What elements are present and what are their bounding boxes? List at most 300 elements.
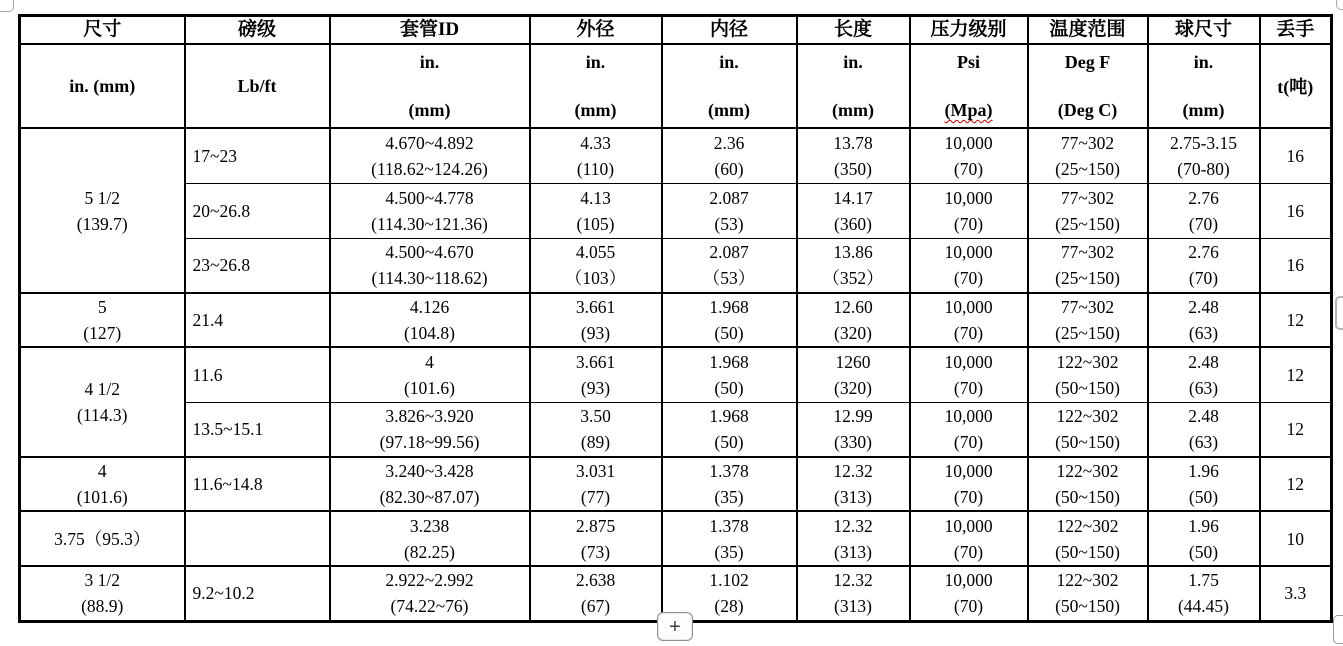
cell-line: 2.75-3.15: [1169, 132, 1238, 153]
cell-line: 10,000: [944, 187, 993, 208]
cell-line: (70): [953, 432, 984, 453]
cell-line: (82.30~87.07): [379, 487, 480, 507]
cell-ball-size[interactable]: [1148, 128, 1260, 183]
cell-line: (35): [714, 541, 744, 562]
cell-line: 11.6~14.8: [192, 474, 263, 494]
cell-inner-diameter[interactable]: [662, 402, 797, 457]
cell-line: 4: [425, 351, 434, 372]
cell-pressure-rating[interactable]: [910, 128, 1028, 183]
cell-line: 77~302: [1060, 132, 1115, 153]
cell-line: 1.102: [709, 570, 749, 591]
cell-pressure-rating[interactable]: [910, 238, 1028, 293]
cell-line: 10,000: [944, 570, 993, 591]
unit-pound-rating[interactable]: [185, 44, 330, 128]
cell-drop-weight[interactable]: [1260, 347, 1332, 402]
cell-temperature-range[interactable]: [1028, 238, 1148, 293]
unit-top: in.: [585, 52, 606, 72]
cell-line: (320): [834, 323, 872, 343]
cell-line: 5: [97, 297, 107, 317]
cell-line: (25~150): [1055, 323, 1120, 343]
cell-line: 2.48: [1188, 351, 1219, 372]
table-row: [20, 128, 1332, 183]
unit-split: [1029, 45, 1147, 127]
header-row-units: [20, 44, 1332, 128]
cell-line: 3.3: [1284, 583, 1307, 604]
cell-outer-diameter[interactable]: [530, 293, 662, 347]
cell-line: (139.7): [76, 213, 128, 234]
unit-size[interactable]: [20, 44, 185, 128]
cell-size[interactable]: [20, 566, 185, 621]
cell-temperature-range[interactable]: [1028, 183, 1148, 238]
cell-pound-rating[interactable]: [185, 457, 330, 511]
cell-line: 1.968: [709, 297, 749, 317]
cell-line: 12.99: [833, 406, 873, 427]
unit-drop-weight[interactable]: [1260, 44, 1332, 128]
cell-outer-diameter[interactable]: [530, 238, 662, 293]
header-pound-rating[interactable]: 磅级: [185, 16, 330, 45]
cell-line: (114.30~118.62): [371, 268, 488, 289]
unit-outer-diameter[interactable]: [530, 44, 662, 128]
header-ball-size[interactable]: 球尺寸: [1148, 16, 1260, 45]
cell-pressure-rating[interactable]: [910, 183, 1028, 238]
cell-line: 122~302: [1056, 461, 1119, 481]
cell-line: (50): [714, 432, 744, 453]
cell-line: (104.8): [403, 323, 456, 343]
cell-outer-diameter[interactable]: [530, 566, 662, 621]
cell-line: 122~302: [1056, 515, 1119, 536]
cell-size[interactable]: [20, 511, 185, 566]
cell-line: (53): [714, 213, 744, 234]
table-row: [20, 457, 1332, 511]
cell-line: (25~150): [1055, 268, 1120, 289]
cell-inner-diameter[interactable]: [662, 183, 797, 238]
cell-line: (70): [953, 268, 984, 289]
cell-line: 1.968: [709, 406, 749, 427]
cell-line: 2.76: [1188, 187, 1219, 208]
cell-line: 3.240~3.428: [385, 461, 474, 481]
cell-line: (70): [953, 487, 984, 507]
cell-line: 10,000: [944, 242, 993, 263]
cell-drop-weight[interactable]: [1260, 402, 1332, 457]
cell-outer-diameter[interactable]: [530, 347, 662, 402]
cell-line: (70): [953, 596, 984, 617]
cell-line: 3.238: [409, 515, 450, 536]
cell-line: 17~23: [192, 145, 237, 166]
cell-line: 3.661: [575, 297, 616, 317]
cell-line: 12: [1286, 364, 1304, 385]
cell-line: (60): [714, 158, 744, 179]
cell-line: (77): [580, 487, 611, 507]
cell-line: (50): [1188, 487, 1219, 507]
unit-top: Deg F: [1064, 52, 1111, 72]
cell-line: (89): [580, 432, 611, 453]
unit-casing-id[interactable]: [330, 44, 530, 128]
cell-line: 12: [1286, 474, 1304, 494]
cell-outer-diameter[interactable]: [530, 511, 662, 566]
table-row: [20, 511, 1332, 566]
cell-line: 3.826~3.920: [385, 406, 474, 427]
cell-pressure-rating[interactable]: [910, 293, 1028, 347]
cell-line: (70-80): [1177, 158, 1230, 179]
cell-line: (25~150): [1055, 158, 1120, 179]
cell-length[interactable]: [797, 457, 910, 511]
cell-line: 9.2~10.2: [192, 583, 255, 604]
cell-drop-weight[interactable]: [1260, 183, 1332, 238]
header-row-labels: [20, 16, 1332, 45]
unit-length[interactable]: [797, 44, 910, 128]
cell-line: （352）: [822, 268, 884, 289]
unit-text: t(吨): [1277, 77, 1314, 97]
cell-line: 77~302: [1060, 297, 1115, 317]
cell-casing-id[interactable]: [330, 347, 530, 402]
cell-line: (110): [576, 158, 615, 179]
cell-line: (101.6): [403, 377, 456, 398]
cell-outer-diameter[interactable]: [530, 402, 662, 457]
cell-line: 11.6: [192, 364, 223, 385]
cell-line: 2.638: [575, 570, 616, 591]
table-handle-top-left[interactable]: [0, 0, 14, 12]
cell-line: 1.75: [1188, 570, 1219, 591]
cell-line: 2.76: [1188, 242, 1219, 263]
cell-outer-diameter[interactable]: [530, 457, 662, 511]
cell-line: 10,000: [944, 406, 993, 427]
cell-line: 1.96: [1188, 461, 1219, 481]
cell-size[interactable]: [20, 128, 185, 293]
cell-pound-rating[interactable]: [185, 183, 330, 238]
unit-top: Psi: [956, 52, 980, 72]
cell-line: (28): [714, 596, 744, 617]
cell-line: 1.378: [709, 461, 749, 481]
cell-casing-id[interactable]: [330, 183, 530, 238]
cell-drop-weight[interactable]: [1260, 238, 1332, 293]
cell-line: 4.33: [580, 132, 611, 153]
cell-pressure-rating[interactable]: [910, 566, 1028, 621]
cell-line: 23~26.8: [192, 255, 251, 276]
cell-line: 3 1/2: [84, 570, 120, 591]
cell-size[interactable]: [20, 293, 185, 347]
scroll-widget-bottom-right[interactable]: [1333, 615, 1343, 644]
cell-pound-rating[interactable]: [185, 511, 330, 566]
unit-split: [531, 45, 661, 127]
cell-line: (50): [1188, 541, 1219, 562]
cell-line: 10,000: [944, 351, 993, 372]
header-drop-weight[interactable]: 丢手: [1260, 16, 1332, 45]
cell-inner-diameter[interactable]: [662, 511, 797, 566]
cell-line: 1.968: [709, 351, 749, 372]
cell-line: (114.30~121.36): [371, 213, 488, 234]
cell-line: 4.13: [580, 187, 611, 208]
cell-line: (63): [1188, 377, 1219, 398]
cell-line: 3.661: [575, 351, 616, 372]
cell-line: 2.087: [709, 187, 749, 208]
cell-ball-size[interactable]: [1148, 293, 1260, 347]
cell-line: （53）: [702, 268, 756, 289]
cell-ball-size[interactable]: [1148, 566, 1260, 621]
cell-line: (63): [1188, 323, 1219, 343]
cell-line: (88.9): [81, 596, 124, 617]
cell-line: (70): [953, 377, 984, 398]
cell-line: 4: [97, 461, 107, 481]
cell-size[interactable]: [20, 457, 185, 511]
unit-text: Lb/ft: [237, 75, 277, 96]
cell-ball-size[interactable]: [1148, 511, 1260, 566]
cell-line: (320): [834, 377, 872, 398]
cell-length[interactable]: [797, 128, 910, 183]
unit-top: in.: [1193, 52, 1214, 72]
unit-inner-diameter[interactable]: [662, 44, 797, 128]
cell-casing-id[interactable]: [330, 238, 530, 293]
table-row: [20, 238, 1332, 293]
unit-bottom: (mm): [708, 100, 750, 120]
cell-line: 10,000: [944, 132, 993, 153]
cell-line: 3.75（95.3）: [54, 528, 151, 549]
cell-pound-rating[interactable]: [185, 293, 330, 347]
cell-drop-weight[interactable]: [1260, 293, 1332, 347]
cell-temperature-range[interactable]: [1028, 293, 1148, 347]
cell-inner-diameter[interactable]: [662, 293, 797, 347]
table-row: [20, 347, 1332, 402]
cell-line: 12.32: [833, 461, 873, 481]
cell-line: 16: [1286, 145, 1304, 166]
header-outer-diameter[interactable]: 外径: [530, 16, 662, 45]
header-inner-diameter[interactable]: 内径: [662, 16, 797, 45]
header-casing-id[interactable]: 套管ID: [330, 16, 530, 45]
cell-drop-weight[interactable]: [1260, 511, 1332, 566]
cell-line: 122~302: [1056, 351, 1119, 372]
cell-length[interactable]: [797, 402, 910, 457]
spec-table: [18, 14, 1333, 623]
cell-line: (118.62~124.26): [371, 158, 488, 179]
cell-length[interactable]: [797, 511, 910, 566]
cell-line: 12.32: [833, 570, 873, 591]
cell-line: (50): [714, 377, 744, 398]
cell-line: 10,000: [944, 461, 993, 481]
scroll-widget-top-right[interactable]: [1336, 0, 1343, 10]
cell-line: 14.17: [833, 187, 873, 208]
cell-pound-rating[interactable]: [185, 238, 330, 293]
cell-line: (70): [953, 158, 984, 179]
cell-line: 1.378: [709, 515, 749, 536]
table-row: [20, 183, 1332, 238]
cell-line: (50~150): [1055, 377, 1120, 398]
unit-split: [911, 45, 1027, 127]
cell-drop-weight[interactable]: [1260, 457, 1332, 511]
unit-top: in.: [843, 52, 863, 72]
cell-line: 13.5~15.1: [192, 419, 264, 440]
cell-line: 2.875: [575, 515, 616, 536]
cell-line: 122~302: [1056, 406, 1119, 427]
cell-line: (313): [834, 596, 872, 617]
header-length[interactable]: 长度: [797, 16, 910, 45]
cell-line: (114.3): [77, 405, 128, 425]
table-row: [20, 293, 1332, 347]
cell-ball-size[interactable]: [1148, 183, 1260, 238]
cell-line: (82.25): [403, 541, 456, 562]
cell-temperature-range[interactable]: [1028, 566, 1148, 621]
unit-split: [663, 45, 796, 127]
cell-line: 77~302: [1060, 187, 1115, 208]
cell-line: 2.48: [1188, 297, 1219, 317]
header-temperature-range[interactable]: 温度范围: [1028, 16, 1148, 45]
cell-temperature-range[interactable]: [1028, 402, 1148, 457]
cell-length[interactable]: [797, 566, 910, 621]
cell-ball-size[interactable]: [1148, 402, 1260, 457]
cell-casing-id[interactable]: [330, 402, 530, 457]
unit-bottom: (mm): [1182, 100, 1225, 120]
add-row-button[interactable]: +: [657, 612, 693, 641]
cell-length[interactable]: [797, 293, 910, 347]
cell-line: (313): [834, 541, 872, 562]
cell-line: (350): [834, 158, 872, 179]
unit-bottom: (Deg C): [1057, 100, 1118, 120]
cell-outer-diameter[interactable]: [530, 183, 662, 238]
cell-line: 4 1/2: [84, 379, 120, 399]
cell-line: (105): [576, 213, 615, 234]
unit-top: in.: [419, 52, 440, 72]
cell-inner-diameter[interactable]: [662, 238, 797, 293]
cell-line: 4.500~4.778: [385, 187, 474, 208]
unit-split: [798, 45, 909, 127]
cell-pressure-rating[interactable]: [910, 402, 1028, 457]
table-row: [20, 402, 1332, 457]
cell-line: (50~150): [1055, 541, 1120, 562]
cell-inner-diameter[interactable]: [662, 457, 797, 511]
cell-casing-id[interactable]: [330, 128, 530, 183]
unit-temperature-range[interactable]: [1028, 44, 1148, 128]
cell-pound-rating[interactable]: [185, 566, 330, 621]
unit-ball-size[interactable]: [1148, 44, 1260, 128]
cell-line: 16: [1286, 200, 1304, 221]
cell-line: 4.055: [575, 242, 616, 263]
cell-temperature-range[interactable]: [1028, 347, 1148, 402]
cell-line: 21.4: [192, 310, 224, 330]
cell-temperature-range[interactable]: [1028, 511, 1148, 566]
cell-line: 4.126: [409, 297, 450, 317]
cell-outer-diameter[interactable]: [530, 128, 662, 183]
cell-line: (70): [1188, 268, 1219, 289]
cell-inner-diameter[interactable]: [662, 128, 797, 183]
cell-line: (93): [580, 323, 611, 343]
cell-line: (101.6): [76, 487, 128, 507]
cell-line: 1260: [835, 351, 871, 372]
unit-split: [331, 45, 529, 127]
cell-line: 2.922~2.992: [385, 570, 474, 591]
header-size[interactable]: 尺寸: [20, 16, 185, 45]
cell-drop-weight[interactable]: [1260, 566, 1332, 621]
unit-bottom: (mm): [832, 100, 874, 120]
cell-line: （103）: [564, 268, 627, 289]
cell-drop-weight[interactable]: [1260, 128, 1332, 183]
cell-line: (70): [953, 323, 984, 343]
cell-line: (73): [580, 541, 611, 562]
cell-length[interactable]: [797, 183, 910, 238]
cell-casing-id[interactable]: [330, 511, 530, 566]
cell-temperature-range[interactable]: [1028, 457, 1148, 511]
cell-line: 3.50: [580, 406, 611, 427]
cell-temperature-range[interactable]: [1028, 128, 1148, 183]
cell-line: (360): [834, 213, 872, 234]
cell-line: 13.86: [833, 242, 873, 263]
unit-bottom: (mm): [408, 100, 451, 120]
cell-pressure-rating[interactable]: [910, 457, 1028, 511]
cell-line: (44.45): [1177, 596, 1230, 617]
cell-line: (74.22~76): [390, 596, 469, 617]
unit-text: in. (mm): [69, 75, 136, 96]
cell-ball-size[interactable]: [1148, 347, 1260, 402]
cell-line: 77~302: [1060, 242, 1115, 263]
cell-pound-rating[interactable]: [185, 128, 330, 183]
cell-line: 1.96: [1188, 515, 1219, 536]
cell-line: 4.670~4.892: [385, 132, 474, 153]
cell-line: (70): [1188, 213, 1219, 234]
cell-line: 12: [1286, 419, 1304, 440]
cell-length[interactable]: [797, 238, 910, 293]
cell-line: 12.32: [833, 515, 873, 536]
cell-line: 10,000: [944, 515, 993, 536]
cell-line: (50): [714, 323, 744, 343]
cell-line: (25~150): [1055, 213, 1120, 234]
scroll-thumb-right[interactable]: [1335, 296, 1343, 330]
cell-line: (330): [834, 432, 872, 453]
cell-line: 12: [1286, 310, 1304, 330]
cell-line: (50~150): [1055, 596, 1120, 617]
cell-pound-rating[interactable]: [185, 347, 330, 402]
cell-line: 2.087: [709, 242, 749, 263]
cell-line: 3.031: [575, 461, 616, 481]
cell-line: (50~150): [1055, 487, 1120, 507]
cell-line: 122~302: [1056, 570, 1119, 591]
unit-top: in.: [719, 52, 739, 72]
cell-casing-id[interactable]: [330, 457, 530, 511]
unit-split: [1149, 45, 1259, 127]
cell-line: (127): [83, 323, 122, 343]
cell-line: (67): [580, 596, 611, 617]
cell-line: 2.48: [1188, 406, 1219, 427]
cell-ball-size[interactable]: [1148, 238, 1260, 293]
unit-pressure-rating[interactable]: [910, 44, 1028, 128]
cell-size[interactable]: [20, 347, 185, 457]
header-pressure-rating[interactable]: 压力级别: [910, 16, 1028, 45]
cell-line: (97.18~99.56): [379, 432, 480, 453]
cell-line: 16: [1286, 255, 1304, 276]
cell-line: (35): [714, 487, 744, 507]
cell-line: 10: [1286, 528, 1304, 549]
cell-line: (93): [580, 377, 611, 398]
cell-casing-id[interactable]: [330, 566, 530, 621]
unit-bottom: (Mpa): [944, 100, 993, 120]
cell-line: 4.500~4.670: [385, 242, 474, 263]
cell-line: (50~150): [1055, 432, 1120, 453]
cell-line: 5 1/2: [84, 187, 120, 208]
cell-line: (313): [834, 487, 872, 507]
cell-line: 10,000: [944, 297, 993, 317]
cell-pressure-rating[interactable]: [910, 347, 1028, 402]
unit-bottom: (mm): [574, 100, 617, 120]
cell-casing-id[interactable]: [330, 293, 530, 347]
cell-line: 13.78: [833, 132, 873, 153]
cell-line: (63): [1188, 432, 1219, 453]
cell-line: (70): [953, 541, 984, 562]
cell-pressure-rating[interactable]: [910, 511, 1028, 566]
cell-line: 2.36: [713, 132, 745, 153]
cell-length[interactable]: [797, 347, 910, 402]
cell-line: 12.60: [833, 297, 873, 317]
cell-inner-diameter[interactable]: [662, 347, 797, 402]
cell-ball-size[interactable]: [1148, 457, 1260, 511]
cell-line: 20~26.8: [192, 200, 251, 221]
cell-pound-rating[interactable]: [185, 402, 330, 457]
cell-line: (70): [953, 213, 984, 234]
